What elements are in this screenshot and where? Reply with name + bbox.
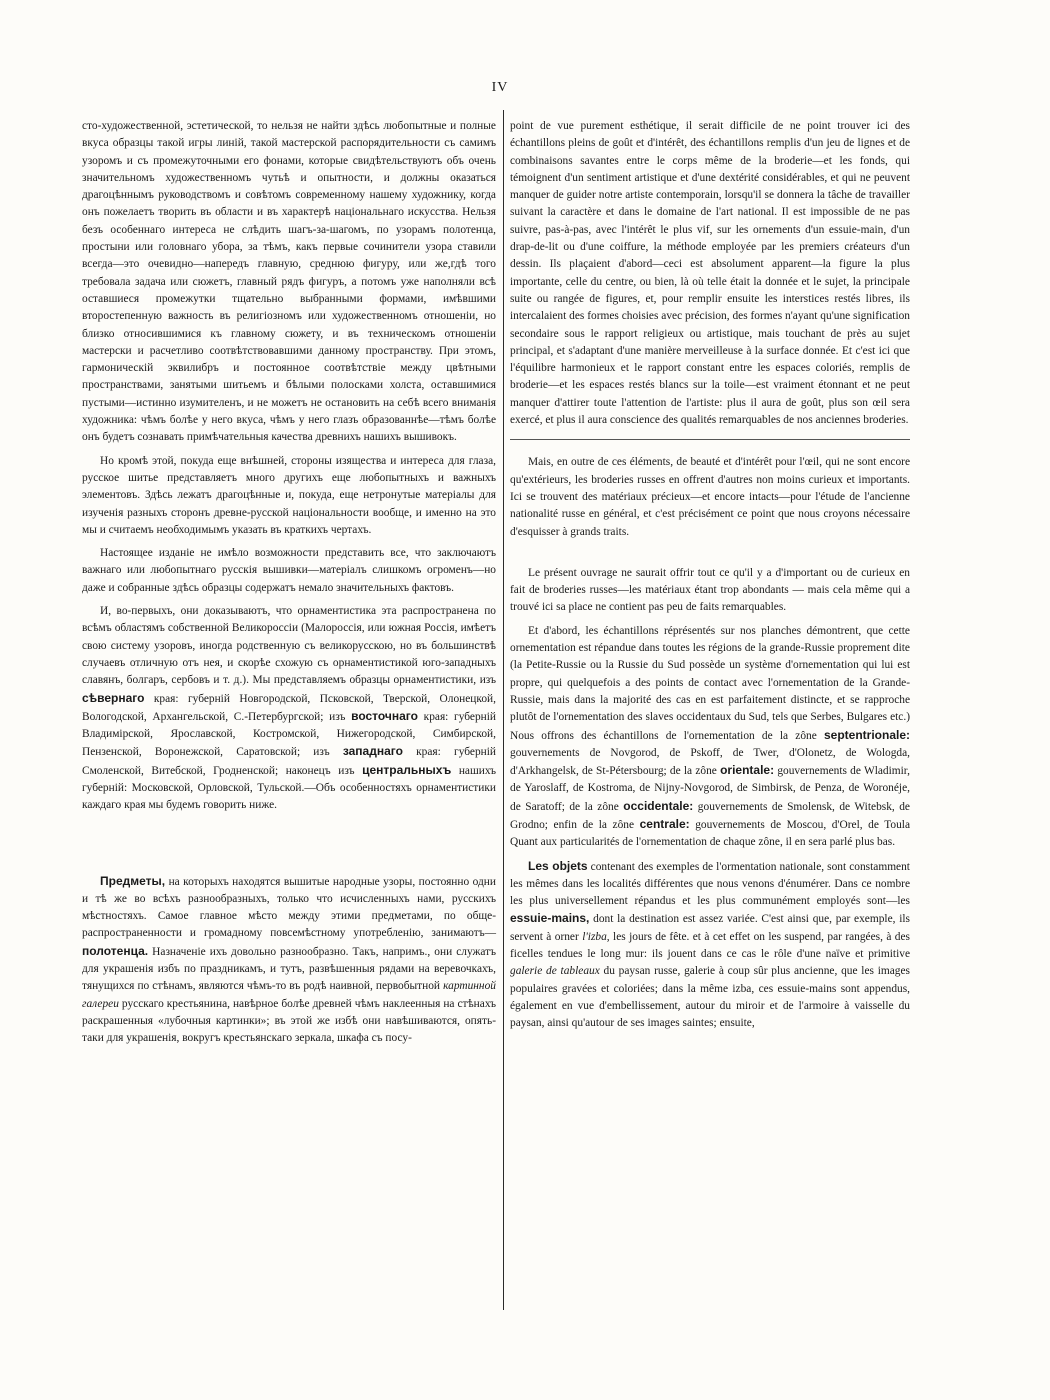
- fr-paragraph-2: Mais, en outre de ces éléments, de beauté et d'intérêt pour l'œil, qui ne sont encore qu'extérieurs, les broderies russes en offrent d'autres non moins curieux et importants. Ici se trouvent des matériaux précieux—et encore intacts—pour l'étude de l'ancienne nationalité russe en général, et c'est précisément ce point que nous croyons nécessaire d'esquisser à grands traits.: [510, 456, 910, 538]
- fr-gallery-term: galerie de tableaux: [510, 965, 600, 978]
- fr-paragraph-4: Et d'abord, les échantillons réprésentés sur nos planches démontrent, que cette ornementation est répandue dans toutes les régions de la grande-Russie proprement dite (la Petite-Russie ou la Russie du Sud possède un système d'ornementation qui lui est propre, qui quelquefois a des points de contact avec l'ornementation de la Grande-Russie, mais dans la majorité des cas en est parfaitement distincte, et se rapproche plutôt de l'ornementation des slaves occidentaux du Sud, tels que Serbes, Bulgares etc.) Nous offrons des échantillons de l'ornementation de la zône septentrionale: gouvernements de Novgorod, de Pskoff, de Twer, d'Olonetz, de Wologda, d'Arkhangelsk, de St-Pétersbourg; de la zône orientale: gouvernements de Wladimir, de Yaroslaff, de Kostroma, de Nijny-Novgorod, de Simbirsk, de Penza, de Woronéje, de Saratoff; de la zône occidentale: gouvernements de Smolensk, de Witebsk, de Grodno; enfin de la zône centrale: gouvernements de Moscou, d'Orel, de Toula Quant aux particularités de l'ornementation de chaque zône, il en sera parlé plus bas.: [510, 624, 910, 849]
- ru-objects-term: Предметы,: [100, 873, 166, 888]
- fr-paragraph-3: Le présent ouvrage ne saurait offrir tout ce qu'il y a d'important ou de curieux en fait de broderies russes—les matériaux étant trop abondants — mais cela même qui a trouvé ici sa place ne contient pas peu de faits remarquables.: [510, 566, 910, 614]
- fr-separator: [510, 439, 910, 440]
- ru-towels-term: полотенца.: [82, 943, 149, 958]
- ru-paragraph-3: Настоящее изданіе не имѣло возможности представить все, что заключаютъ важнаго или любопытнаго русскія вышивки—матеріалъ слишкомъ огроменъ—но даже и собранные здѣсь образцы содержатъ немало значительныхъ фактовъ.: [82, 547, 496, 594]
- page-number: IV: [491, 80, 509, 95]
- column-divider: [503, 110, 504, 1310]
- fr-izba-term: l'izba,: [582, 930, 610, 943]
- fr-central-term: centrale:: [639, 816, 690, 831]
- ru-paragraph-5: Предметы, на которыхъ находятся вышитые народные узоры, постоянно одни и тѣ же во всѣхъ разнообразныхъ, только что исчисленныхъ нами, русскихъ мѣстностяхъ. Самое главное мѣсто между этими предметами, по обще-распространенности и громадному повсемѣстному употребленію, занимаютъ— полотенца. Назначеніе ихъ довольно разнообразно. Такъ, напримъ., они служатъ для украшенія избъ по праздникамъ, и тутъ, развѣшенныя рядами на веревочкахъ, тянущихся по стѣнамъ, являются чѣмъ-то въ родѣ наивной, первобытной картинной галереи русскаго крестьянина, навѣрное болѣе древней чѣмъ наклеенныя на стѣнахъ раскрашенныя «лубочныя картинки»; въ этой же избѣ они навѣшиваются, опять-таки для украшенія, вокругъ крестьянскаго зеркала, шкафа съ посу-: [82, 873, 496, 1045]
- fr-towels-term: essuie-mains,: [510, 911, 590, 926]
- russian-column: [82, 118, 496, 1054]
- fr-paragraph-1: point de vue purement esthétique, il serait difficile de ne point trouver ici des échantillons pleins de goût et d'intérêt, des échantillons remplis d'un jeu de lignes et de combinaisons savantes entre le corps même de la broderie—et les fonds, qui témoignent d'un sentiment artistique et d'une dextérité considérables, et qui ne peuvent manquer de guider notre artiste contemporain, lorsqu'il se donnera la tâche de travailler suivant la caractère et dans le domaine de l'art national. Il est impossible de ne pas suivre, pas-à-pas, avec l'intérêt le plus vif, sur les ornements d'un essuie-main, d'un drap-de-lit ou d'une coiffure, la méthode employée par les premiers créateurs d'un dessin. Ils plaçaient d'abord—ceci est absolument apparent—la figure la plus importante, celle du centre, ou bien, là où telle était la donnée et le sujet, la principale suite ou rangée de figures, et, pour remplir ensuite les interstices restés libres, ils intercalaient des formes choisies avec précision, des formes n'ayant qu'une signification secondaire sous le rapport religieux ou artistique, mais touchant de près au sujet principal, et s'adaptant d'une manière merveilleuse à la surface donnée. Et c'est ici que l'équilibre harmonieux et le rapport constant entre les espaces coloriés, remplis de broderie—et les espaces restés blancs sur la toile—est vraiment étonnant et ne peut manquer d'attirer toute l'attention de l'artiste: plus il aura de goût, plus son œil sera exercé, et plus il aura conscience des qualités remarquables de nos anciennes broderies.: [510, 120, 910, 427]
- french-column: [510, 118, 910, 1039]
- ru-paragraph-2: Но кромѣ этой, покуда еще внѣшней, стороны изящества и интереса для глаза, русское шитье представляетъ много другихъ еще любопытныхъ и важныхъ элементовъ. Здѣсь лежатъ драгоцѣнные и, покуда, еще нетронутые матеріалы для изученія разныхъ сторонъ древне-русской національности вообще, и именно на это мы и считаемъ необходимымъ указать въ краткихъ чертахъ.: [82, 454, 496, 536]
- fr-east-term: orientale:: [720, 763, 775, 778]
- ru-paragraph-1: сто-художественной, эстетической, то нельзя не найти здѣсь любопытные и полные вкуса образцы такой игры линій, такой мастерской распорядительности съ самимъ узоромъ и съ промежуточными его фонами, которые свидѣтельствуютъ объ очень значительномъ художественномъ чутьѣ и опытности, и должны оказаться драгоцѣннымъ руководствомъ и совѣтомъ современному нашему художнику, когда онъ пожелаетъ творить въ области и въ характерѣ національнаго искусства. Нельзя безъ особеннаго интереса не слѣдить шагъ-за-шагомъ, по узорамъ полотенца, простыни или головнаго убора, за тѣмъ, какъ первые сочинители узора ставили всегда—это очевидно—напередъ главную, среднюю фигуру, или же,гдѣ того требовала задача или сюжетъ, главный рядъ фигуръ, а потомъ уже наполняли всѣ оставшиеся промежутки тщательно выбранными формами, имѣвшими второстепенную важность въ религіозномъ или художественномъ отношеніи, но близко относившимися къ главному сюжету, и въ техническомъ отношеніи мастерски и расчетливо соотвѣтствовавшими данному пространству. При этомъ, гармоническій эквилибръ и постоянное соотвѣтствіе между цвѣтными пространствами, занятыми шитьемъ и бѣлыми полосками холста, оставшимися пустыми—истинно изумителенъ, и не можетъ не остановить на себѣ всего вниманія художника: чѣмъ болѣе у него вкуса, чѣмъ у него глазъ образованнѣе—тѣмъ болѣе онъ будетъ сознавать примѣчательныя качества древнихъ нашихъ вышивокъ.: [82, 120, 496, 444]
- fr-north-term: septentrionale:: [823, 727, 910, 742]
- ru-gallery-term: картинной галереи: [82, 980, 496, 1010]
- fr-paragraph-5: Les objets contenant des exemples de l'ormentation nationale, sont constamment les mêmes dans les localités différentes que nous venons d'énumérer. Dans ce nombre les plus universellement répandus et les plus communément employés sont—les essuie-mains, dont la destination est assez variée. C'est ainsi que, par exemple, ils servent à orner l'izba, les jours de fête. et à cet effet on les suspend, par rangées, à des ficelles tendues le long mur: ils jouent dans ce cas le rôle d'une naïve et primitive galerie de tableaux du paysan russe, galerie à coup sûr plus ancienne, que les images populaires gravées et coloriées; dans la même izba, ces essuie-mains sont appendus, également en vue d'embellissement, autour du miroir et de l'armoire à vaisselle du paysan, ainsi qu'autour de ses images saintes; ensuite,: [510, 858, 910, 1030]
- fr-objects-term: Les objets: [528, 858, 588, 873]
- ru-east-term: восточнаго: [351, 708, 418, 723]
- ru-paragraph-4: И, во-первыхъ, они доказываютъ, что орнаментистика эта распространена по всѣмъ областямъ собственной Великороссіи (Малороссія, или южная Россія, имѣетъ свою систему узоровъ, иногда родственную съ великорусскою, но въ большинствѣ случаевъ отличную отъ нея, и скорѣе схожую съ орнаментистикой юго-западныхъ славянъ, болгаръ, сербовъ и т. д.). Мы представляемъ образцы орнаментистики, изъ сѣвернаго края: губерній Новгородской, Псковской, Тверской, Олонецкой, Вологодской, Архангельской, С.-Петербургской; изъ восточнаго края: губерній Владимірской, Ярославской, Костромской, Нижегородской, Симбирской, Пензенской, Воронежской, Саратовской; изъ западнаго края: губерній Смоленской, Витебской, Гродненской; наконецъ изъ центральныхъ нашихъ губерній: Московской, Орловской, Тульской.—Объ особенностяхъ орнаментистики каждаго края мы будемъ говорить ниже.: [82, 605, 496, 812]
- fr-west-term: occidentale:: [623, 798, 694, 813]
- ru-north-term: сѣвернаго: [82, 690, 145, 705]
- ru-central-term: центральныхъ: [362, 762, 452, 777]
- ru-west-term: западнаго: [342, 744, 403, 759]
